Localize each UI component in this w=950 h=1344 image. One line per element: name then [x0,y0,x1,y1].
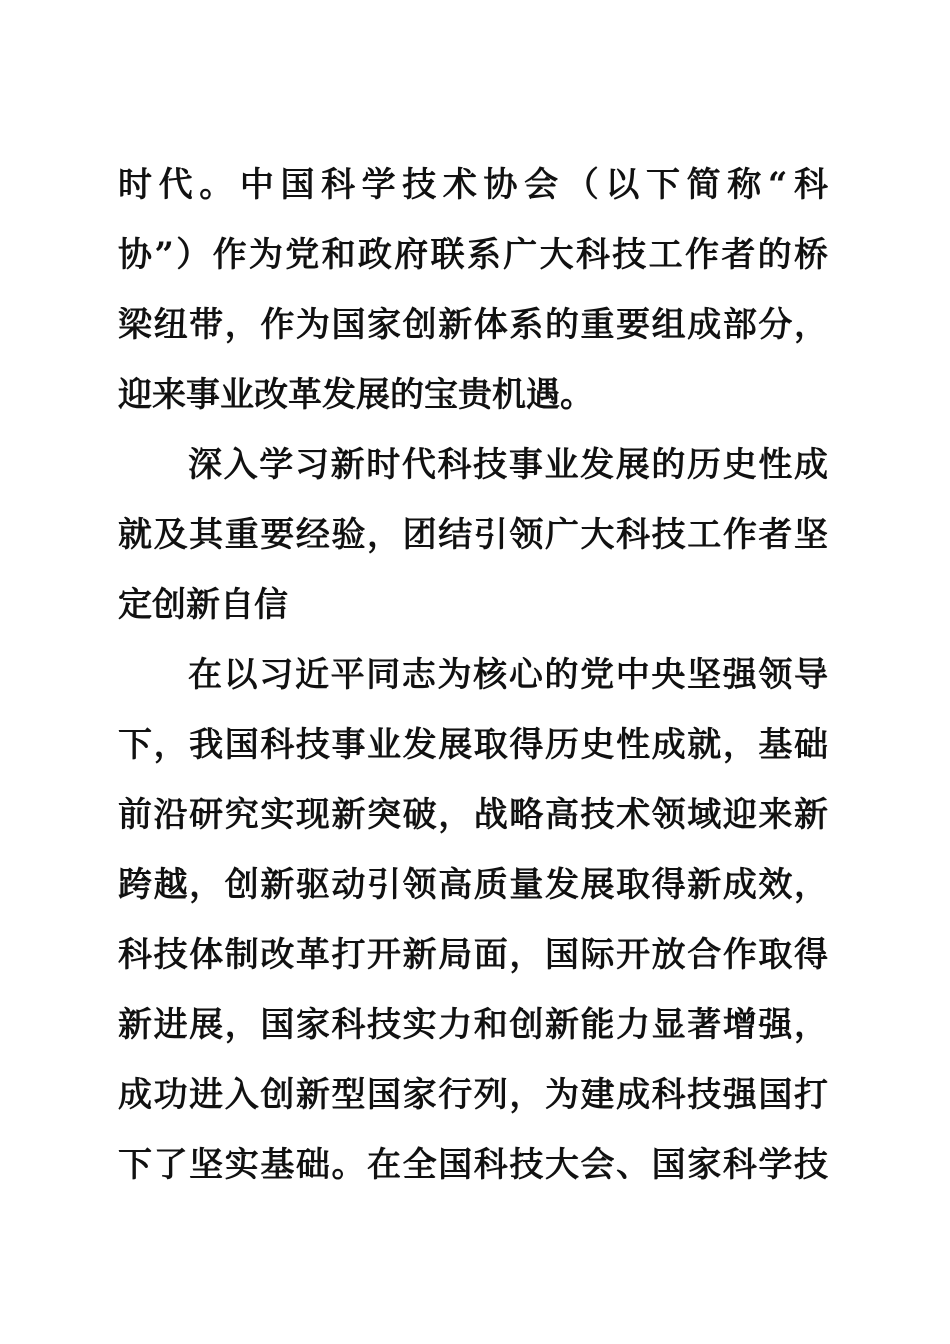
text-line: 跨越，创新驱动引领高质量发展取得新成效， [118,865,828,905]
text-line: 科技体制改革打开新局面，国际开放合作取得 [118,935,828,975]
text-line: 梁纽带，作为国家创新体系的重要组成部分， [118,305,828,345]
heading-line: 深入学习新时代科技事业发展的历史性成 [188,445,828,485]
text-line: 在以习近平同志为核心的党中央坚强领导 [188,655,828,695]
text-line: 前沿研究实现新突破，战略高技术领域迎来新 [118,795,828,835]
document-body [118,150,828,1200]
heading-line: 就及其重要经验，团结引领广大科技工作者坚 [118,515,828,555]
text-line: 新进展，国家科技实力和创新能力显著增强， [118,1005,828,1045]
section-heading [118,430,828,640]
text-line: 下了坚实基础。在全国科技大会、国家科学技 [118,1145,828,1185]
text-line: 下，我国科技事业发展取得历史性成就，基础 [118,725,828,765]
paragraph-1 [118,150,828,430]
heading-line: 定创新自信 [118,585,288,625]
text-line: 协”）作为党和政府联系广大科技工作者的桥 [118,235,828,275]
text-line: 时代。中国科学技术协会（以下简称“科 [118,165,828,205]
text-line: 成功进入创新型国家行列，为建成科技强国打 [118,1075,828,1115]
text-line: 迎来事业改革发展的宝贵机遇。 [118,375,594,415]
paragraph-2 [118,640,828,1200]
